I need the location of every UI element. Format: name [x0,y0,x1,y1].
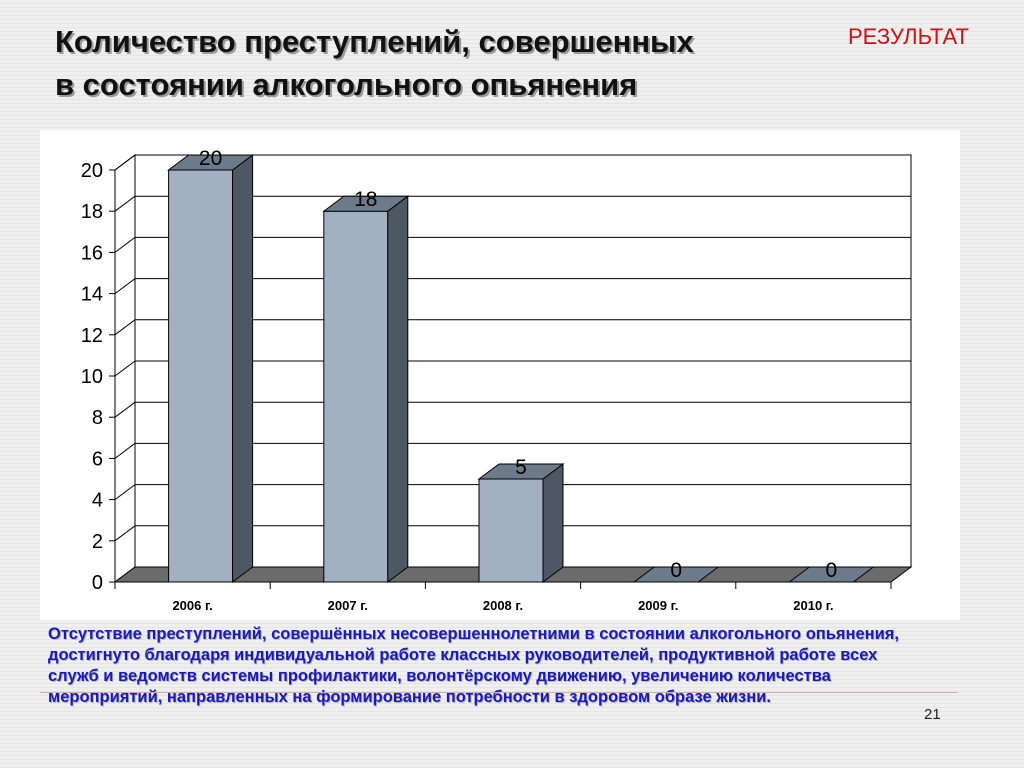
y-tick-label: 0 [91,572,103,594]
x-category-label: 2006 г. [172,598,213,613]
data-label: 0 [670,559,683,582]
y-tick-label: 6 [91,448,103,471]
y-tick-label: 20 [80,160,103,182]
y-tick-label: 8 [91,407,103,430]
bar [169,155,253,582]
y-tick-label: 16 [80,242,103,265]
caption-text: Отсутствие преступлений, совершённых несовершеннолетними в состоянии алкогольного опьянения, достигнуто благодаря индивидуальной работе классных руководителей, продуктивной работе всех служб и ведомств системы профилактики, волонтёрскому движению, увеличению количества мероприятий, направленных на формирование потребности в здоровом образе жизни. [48,625,899,706]
result-badge: РЕЗУЛЬТАТ [848,24,969,49]
footer-divider [40,692,958,693]
slide-title [55,20,835,106]
y-tick-label: 14 [80,283,103,306]
bar-side [233,155,253,582]
y-tick-label: 2 [91,530,103,553]
bar-front [324,211,388,582]
data-label: 5 [515,456,527,479]
y-tick-label: 10 [80,366,103,388]
bar-front [169,170,233,582]
x-category-label: 2010 г. [793,598,834,613]
x-category-label: 2009 г. [638,598,679,613]
bar [324,196,408,582]
chart-panel [40,130,960,620]
bar-side [388,196,408,582]
y-tick-label: 12 [80,324,103,347]
bar-front [479,479,543,582]
y-tick-label: 4 [91,489,103,512]
bar [479,464,563,582]
title-line-1: Количество преступлений, совершенных [55,24,694,59]
y-tick-label: 18 [80,201,103,224]
page-number: 21 [924,706,941,723]
title-line-2: в состоянии алкогольного опьянения [55,67,638,102]
bar-side [543,464,563,582]
x-category-label: 2007 г. [327,598,368,613]
x-category-label: 2008 г. [482,598,524,613]
data-label: 0 [825,559,838,582]
data-label: 20 [198,147,223,170]
data-label: 18 [354,188,378,212]
bar-chart [40,130,960,620]
